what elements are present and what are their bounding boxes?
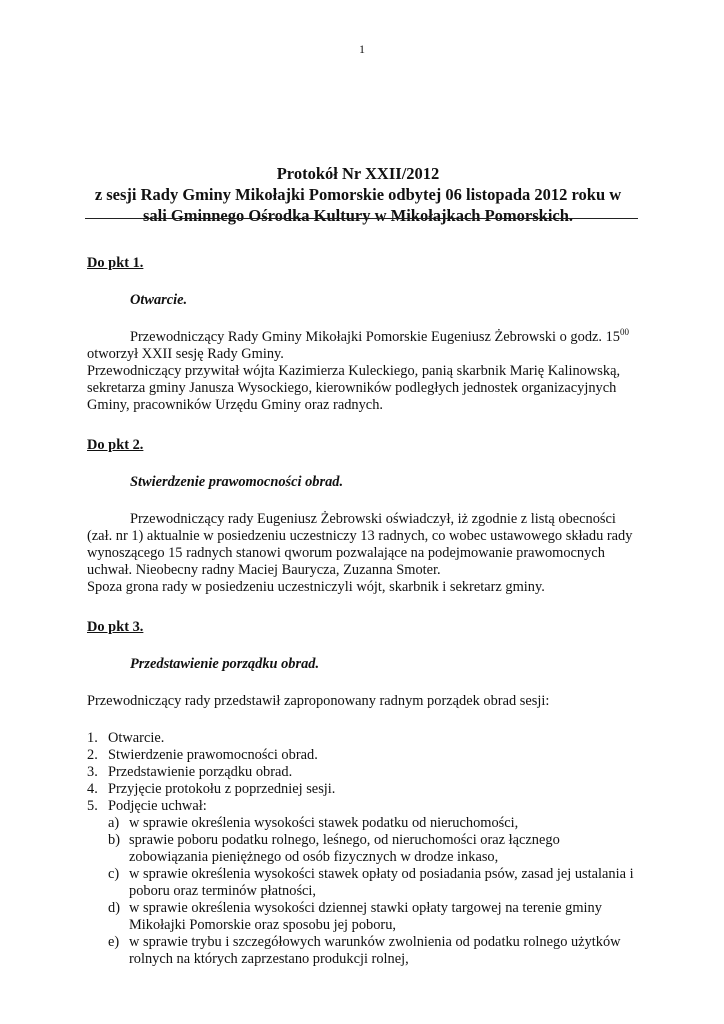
section-subheading-pkt3: Przedstawienie porządku obrad. <box>130 656 320 672</box>
agenda-item: 5. Podjęcie uchwał: a) w sprawie określenia wysokości stawek podatku od nieruchomości, b) sprawie poboru podatku rolnego, leśnego, od nieruchomości oraz łącznego zobowiązania pieniężnego od osób fizycznych w drodze inkaso, c) w sprawie określenia wysokości stawek opłaty od posiadania psów, zasad jej ustalania i poboru oraz terminów płatności, d) w sprawie określenia wysokości dziennej stawki opłaty targowej na terenie gminy Mikołajki Pomorskie oraz sposobu jej poboru, e) w sprawie trybu i szczegółowych warunków zwolnienia od podatku rolnego użytków rolnych na których zaprzestano produkcji rolnej, <box>87 798 642 968</box>
agenda-item: 2. Stwierdzenie prawomocności obrad. <box>87 747 318 763</box>
opening-time-superscript: 00 <box>620 327 629 337</box>
agenda-item: 3. Przedstawienie porządku obrad. <box>87 764 293 780</box>
greeting-text: Przewodniczący przywitał wójta Kazimierza Kuleckiego, panią skarbnik Marię Kalinowską, sekretarza gminy Janusza Wysockiego, kierowników podległych jednostek organizacyjnych Gminy, pracowników Urzędu Gminy oraz radnych. <box>87 363 621 413</box>
agenda-intro: Przewodniczący rady przedstawił zaproponowany radnym porządek obrad sesji: <box>87 693 550 709</box>
page-number: 1 <box>359 42 365 56</box>
agenda-item: 1. Otwarcie. <box>87 730 165 746</box>
resolution-item: d) w sprawie określenia wysokości dziennej stawki opłaty targowej na terenie gminy Mikołajki Pomorskie oraz sposobu jej poboru, <box>108 900 602 933</box>
title-line-2: z sesji Rady Gminy Mikołajki Pomorskie odbytej 06 listopada 2012 roku w <box>94 185 622 204</box>
title-line-1: Protokół Nr XXII/2012 <box>276 164 440 183</box>
paragraph-opening <box>87 329 642 414</box>
resolution-item: c) w sprawie określenia wysokości stawek opłaty od posiadania psów, zasad jej ustalania i poboru oraz terminów płatności, <box>108 866 634 899</box>
resolution-item: e) w sprawie trybu i szczegółowych warunków zwolnienia od podatku rolnego użytków rolnych na których zaprzestano produkcji rolnej, <box>108 934 621 967</box>
title-line-3: sali Gminnego Ośrodka Kultury w Mikołajkach Pomorskich. <box>142 206 574 225</box>
section-subheading-pkt2: Stwierdzenie prawomocności obrad. <box>130 474 344 490</box>
document-title <box>78 163 638 226</box>
resolutions-sublist <box>108 815 642 968</box>
attendees-text: Spoza grona rady w posiedzeniu uczestniczyli wójt, skarbnik i sekretarz gminy. <box>87 579 545 595</box>
opening-text-continued: otworzył XXII sesję Rady Gminy. <box>87 346 284 362</box>
agenda-list <box>87 730 642 968</box>
section-subheading-pkt1: Otwarcie. <box>130 292 188 308</box>
section-heading-pkt3: Do pkt 3. <box>87 619 144 635</box>
paragraph-quorum <box>87 511 642 596</box>
quorum-text: Przewodniczący rady Eugeniusz Żebrowski oświadczył, iż zgodnie z listą obecności (zał. nr 1) aktualnie w posiedzeniu uczestniczy 13 radnych, co wobec ustawowego składu rady wynoszącego 15 radnych stanowi qworum pozwalające na podejmowanie prawomocnych uchwał. Nieobecny radny Maciej Baurycza, Zuzanna Smoter. <box>87 511 633 578</box>
section-heading-pkt1: Do pkt 1. <box>87 255 144 271</box>
title-underline <box>85 218 638 219</box>
resolution-item: a) w sprawie określenia wysokości stawek podatku od nieruchomości, <box>108 815 519 831</box>
document-body <box>87 255 642 968</box>
section-heading-pkt2: Do pkt 2. <box>87 437 144 453</box>
opening-text: Przewodniczący Rady Gminy Mikołajki Pomorskie Eugeniusz Żebrowski o godz. 15 <box>130 329 620 345</box>
resolution-item: b) sprawie poboru podatku rolnego, leśnego, od nieruchomości oraz łącznego zobowiązania pieniężnego od osób fizycznych w drodze inkaso, <box>108 832 560 865</box>
agenda-item: 4. Przyjęcie protokołu z poprzedniej sesji. <box>87 781 336 797</box>
